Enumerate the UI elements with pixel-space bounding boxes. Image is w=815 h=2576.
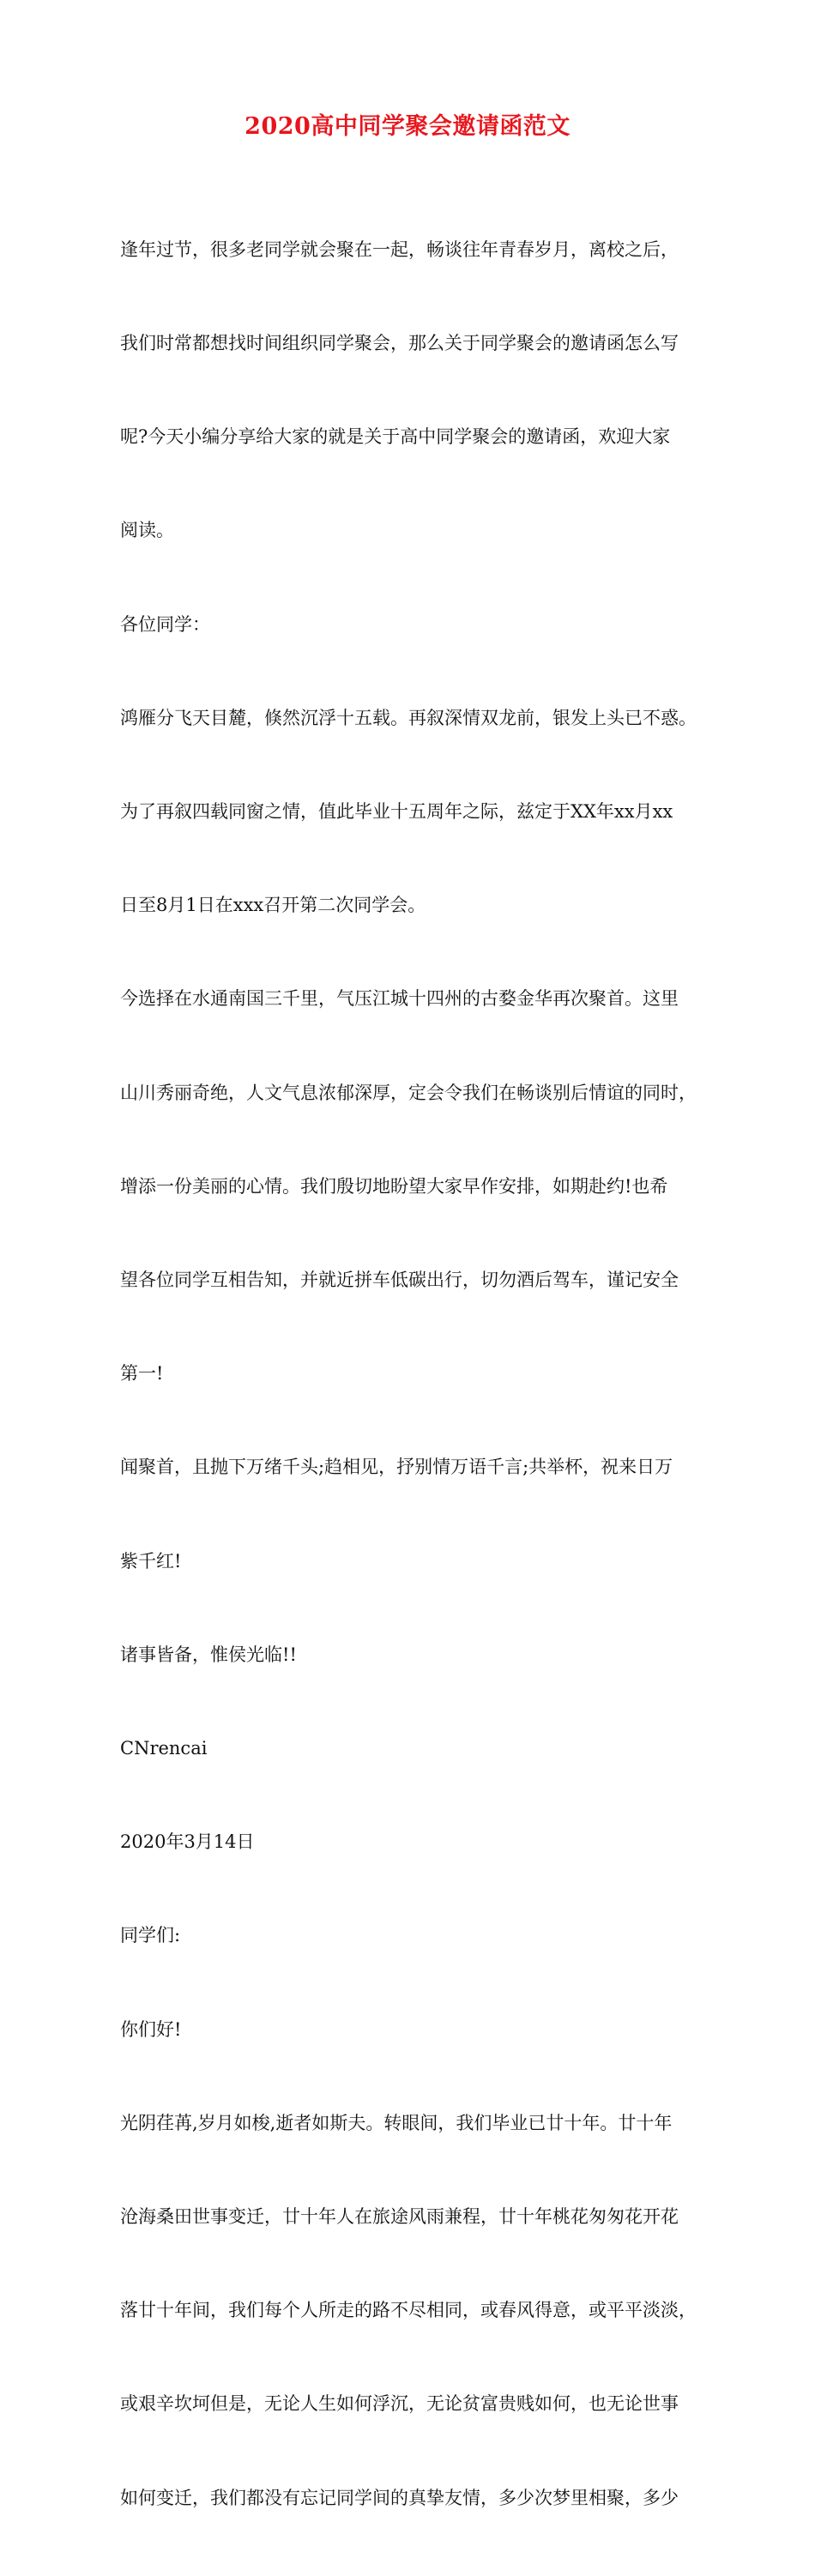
text-line: 闻聚首，且抛下万绪千头;趋相见，抒别情万语千言;共举杯，祝来日万 bbox=[120, 1457, 673, 1478]
text-line: 逢年过节，很多老同学就会聚在一起，畅谈往年青春岁月，离校之后， bbox=[120, 238, 679, 260]
text-line: 我们时常都想找时间组织同学聚会，那么关于同学聚会的邀请函怎么写 bbox=[120, 333, 679, 354]
text-line: 你们好! bbox=[120, 2018, 182, 2040]
date-line: 2020年3月14日 bbox=[120, 1831, 255, 1853]
document-title: 2020高中同学聚会邀请函范文 bbox=[244, 113, 570, 140]
text-line: 鸿雁分飞天目麓，倏然沉浮十五载。再叙深情双龙前，银发上头已不惑。 bbox=[120, 707, 697, 728]
text-line: 日至8月1日在xxx召开第二次同学会。 bbox=[120, 895, 426, 916]
text-line: 呢?今天小编分享给大家的就是关于高中同学聚会的邀请函，欢迎大家 bbox=[120, 426, 671, 448]
text-line: 今选择在水通南国三千里，气压江城十四州的古婺金华再次聚首。这里 bbox=[120, 988, 679, 1010]
text-line: 诸事皆备，惟侯光临!! bbox=[120, 1644, 297, 1665]
text-line: 为了再叙四载同窗之情，值此毕业十五周年之际，兹定于XX年xx月xx bbox=[120, 801, 673, 823]
document-body bbox=[120, 172, 703, 2576]
text-line: 紫千红! bbox=[120, 1550, 182, 1572]
text-line: 第一! bbox=[120, 1363, 164, 1385]
signature-line: CNrencai bbox=[120, 1738, 208, 1759]
text-line: 阅读。 bbox=[120, 520, 174, 541]
text-line: 增添一份美丽的心情。我们殷切地盼望大家早作安排，如期赴约!也希 bbox=[120, 1175, 668, 1197]
text-line: 落廿十年间，我们每个人所走的路不尽相同，或春风得意，或平平淡淡， bbox=[120, 2300, 697, 2321]
greeting-line: 各位同学： bbox=[120, 613, 210, 635]
text-line: 光阴荏苒,岁月如梭,逝者如斯夫。转眼间，我们毕业已廿十年。廿十年 bbox=[120, 2112, 673, 2133]
text-line: 山川秀丽奇绝，人文气息浓郁深厚，定会令我们在畅谈别后情谊的同时， bbox=[120, 1082, 697, 1103]
greeting-line: 同学们: bbox=[120, 1925, 181, 1946]
text-line: 如何变迁，我们都没有忘记同学间的真挚友情，多少次梦里相聚，多少 bbox=[120, 2487, 679, 2508]
text-line: 或艰辛坎坷但是，无论人生如何浮沉，无论贫富贵贱如何，也无论世事 bbox=[120, 2393, 679, 2415]
text-line: 沧海桑田世事变迁，廿十年人在旅途风雨兼程，廿十年桃花匆匆花开花 bbox=[120, 2206, 679, 2228]
text-line: 望各位同学互相告知，并就近拼车低碳出行，切勿酒后驾车，谨记安全 bbox=[120, 1270, 679, 1291]
